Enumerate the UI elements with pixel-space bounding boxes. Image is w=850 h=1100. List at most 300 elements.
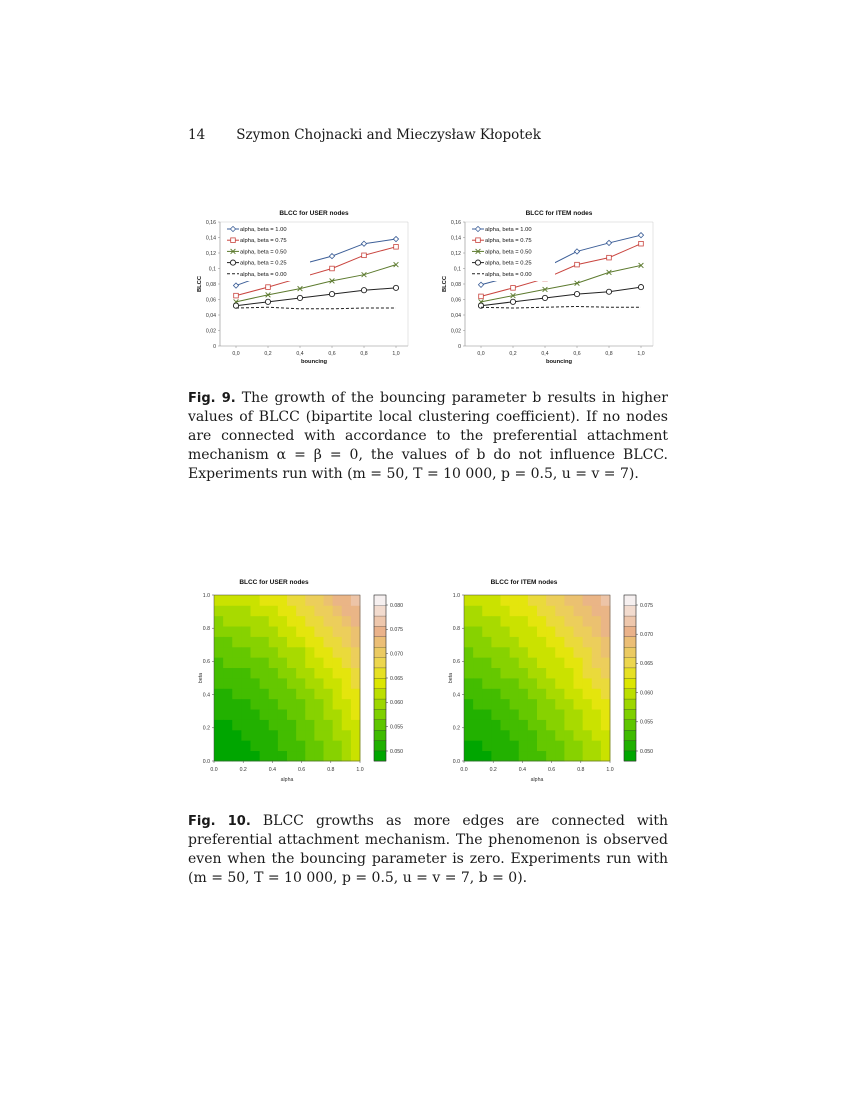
heatmap-cell <box>287 595 297 606</box>
x-tick-label: 1.0 <box>356 767 364 773</box>
circle-marker <box>638 285 643 290</box>
heatmap-cell <box>491 605 501 616</box>
series-circle <box>478 285 643 309</box>
heatmap-cell <box>510 688 520 699</box>
heatmap-cell <box>351 720 361 731</box>
heatmap-cell <box>251 616 261 627</box>
heatmap-cell <box>501 751 511 762</box>
heatmap-cell <box>296 751 306 762</box>
square-marker <box>575 262 580 267</box>
y-tick-label: 0,16 <box>450 219 461 226</box>
heatmap-cell <box>464 699 474 710</box>
heatmap-cell <box>251 740 261 751</box>
y-axis-label: beta <box>448 672 454 684</box>
colorbar-label: 0.075 <box>640 602 653 609</box>
heatmap-cell <box>482 626 492 637</box>
heatmap-cell <box>574 626 584 637</box>
running-title: Szymon Chojnacki and Mieczysław Kłopotek <box>236 127 541 143</box>
diamond-marker <box>606 240 611 245</box>
heatmap-grid <box>214 595 360 761</box>
colorbar-band <box>374 605 386 616</box>
heatmap-cell <box>278 720 288 731</box>
x-tick-label: 0,8 <box>360 351 368 357</box>
fig10-item-heatmap <box>446 574 671 796</box>
colorbar-band <box>624 709 636 720</box>
y-tick-label: 1.0 <box>202 592 210 599</box>
heatmap-cell <box>287 637 297 648</box>
heatmap-cell <box>296 637 306 648</box>
y-axis-label: beta <box>198 672 204 684</box>
heatmap-cell <box>214 688 224 699</box>
heatmap-cell <box>278 595 288 606</box>
heatmap-cell <box>287 668 297 679</box>
fig10-caption-text: BLCC growths as more edges are connected with preferential attachment mechanism. The phenomenon is observed even when the bouncing parameter is zero. Experiments run with (m = 50, T = 10 000, p = 0.5, u = v = 7, b = 0). <box>188 813 668 886</box>
heatmap-cell <box>546 678 556 689</box>
heatmap-cell <box>464 709 474 720</box>
colorbar-band <box>374 688 386 699</box>
heatmap-cell <box>241 626 251 637</box>
heatmap-cell <box>260 751 270 762</box>
heatmap-cell <box>592 751 602 762</box>
heatmap-cell <box>491 595 501 606</box>
heatmap-cell <box>251 605 261 616</box>
heatmap-cell <box>278 751 288 762</box>
heatmap-cell <box>287 709 297 720</box>
heatmap-cell <box>555 720 565 731</box>
heatmap-cell <box>482 637 492 648</box>
heatmap-cell <box>574 647 584 658</box>
x-axis-label: alpha <box>280 777 294 783</box>
fig9-caption-label: Fig. 9. <box>188 391 236 406</box>
heatmap-cell <box>287 605 297 616</box>
heatmap-cell <box>232 616 242 627</box>
heatmap-cell <box>473 730 483 741</box>
heatmap-cell <box>464 740 474 751</box>
heatmap-cell <box>287 751 297 762</box>
heatmap-cell <box>510 668 520 679</box>
heatmap-cell <box>482 595 492 606</box>
heatmap-cell <box>601 740 611 751</box>
heatmap-cell <box>601 730 611 741</box>
heatmap-cell <box>546 688 556 699</box>
heatmap-cell <box>296 720 306 731</box>
legend-entry: alpha, beta = 1.00 <box>240 227 287 233</box>
heatmap-cell <box>555 699 565 710</box>
heatmap-cell <box>473 688 483 699</box>
colorbar <box>624 595 653 761</box>
heatmap-cell <box>296 688 306 699</box>
heatmap-cell <box>574 637 584 648</box>
heatmap-cell <box>251 699 261 710</box>
heatmap-cell <box>546 730 556 741</box>
y-tick-label: 0.6 <box>452 659 460 666</box>
heatmap-cell <box>574 678 584 689</box>
heatmap-cell <box>251 595 261 606</box>
heatmap-cell <box>519 637 529 648</box>
heatmap-cell <box>473 740 483 751</box>
heatmap-cell <box>482 699 492 710</box>
heatmap-cell <box>464 678 474 689</box>
legend-entry: alpha, beta = 1.00 <box>485 227 532 233</box>
heatmap-cell <box>260 595 270 606</box>
square-marker <box>479 294 484 299</box>
heatmap-cell <box>214 699 224 710</box>
heatmap-cell <box>574 720 584 731</box>
heatmap-cell <box>342 668 352 679</box>
heatmap-cell <box>564 647 574 658</box>
heatmap-cell <box>351 740 361 751</box>
colorbar-band <box>374 657 386 668</box>
heatmap-cell <box>501 720 511 731</box>
heatmap-cell <box>592 668 602 679</box>
heatmap-cell <box>510 730 520 741</box>
heatmap-cell <box>528 668 538 679</box>
heatmap-cell <box>305 709 315 720</box>
heatmap-cell <box>491 626 501 637</box>
heatmap-cell <box>269 626 279 637</box>
heatmap-cell <box>510 720 520 731</box>
heatmap-cell <box>296 605 306 616</box>
heatmap-cell <box>537 699 547 710</box>
heatmap-cell <box>342 709 352 720</box>
heatmap-cell <box>482 730 492 741</box>
heatmap-cell <box>296 678 306 689</box>
colorbar-band <box>624 647 636 658</box>
colorbar-band <box>374 699 386 710</box>
colorbar-band <box>374 637 386 648</box>
y-tick-label: 0,04 <box>450 312 461 319</box>
heatmap-cell <box>314 699 324 710</box>
heatmap-cell <box>314 751 324 762</box>
heatmap-cell <box>592 699 602 710</box>
heatmap-cell <box>583 647 593 658</box>
heatmap-cell <box>251 730 261 741</box>
heatmap-cell <box>519 668 529 679</box>
heatmap-cell <box>564 626 574 637</box>
heatmap-cell <box>241 605 251 616</box>
heatmap-grid <box>464 595 610 761</box>
colorbar-band <box>374 720 386 731</box>
heatmap-cell <box>510 740 520 751</box>
heatmap-cell <box>278 668 288 679</box>
diamond-marker <box>638 233 643 238</box>
heatmap-cell <box>251 720 261 731</box>
y-tick-label: 0,12 <box>450 250 461 257</box>
heatmap-cell <box>528 616 538 627</box>
heatmap-cell <box>342 740 352 751</box>
heatmap-cell <box>546 595 556 606</box>
heatmap-cell <box>592 626 602 637</box>
heatmap-cell <box>214 616 224 627</box>
colorbar-band <box>624 751 636 762</box>
heatmap-cell <box>351 709 361 720</box>
heatmap-cell <box>223 720 233 731</box>
heatmap-cell <box>519 688 529 699</box>
heatmap-cell <box>314 688 324 699</box>
heatmap-cell <box>510 657 520 668</box>
heatmap-cell <box>555 751 565 762</box>
heatmap-cell <box>519 605 529 616</box>
y-tick-label: 0,08 <box>450 281 461 288</box>
heatmap-cell <box>223 678 233 689</box>
heatmap-cell <box>305 626 315 637</box>
heatmap-cell <box>574 688 584 699</box>
heatmap-cell <box>592 740 602 751</box>
colorbar-band <box>624 720 636 731</box>
heatmap-cell <box>482 751 492 762</box>
heatmap-cell <box>305 720 315 731</box>
y-tick-label: 0,14 <box>450 235 461 242</box>
y-tick-label: 0,08 <box>205 281 216 288</box>
heatmap-cell <box>305 647 315 658</box>
x-tick-label: 0,8 <box>605 351 613 357</box>
heatmap-cell <box>528 595 538 606</box>
heatmap-cell <box>555 626 565 637</box>
heatmap-cell <box>546 616 556 627</box>
heatmap-cell <box>482 605 492 616</box>
heatmap-cell <box>537 688 547 699</box>
heatmap-cell <box>519 720 529 731</box>
x-tick-label: 1,0 <box>392 351 400 357</box>
heatmap-cell <box>592 595 602 606</box>
heatmap-cell <box>501 657 511 668</box>
heatmap-cell <box>241 720 251 731</box>
heatmap-cell <box>342 605 352 616</box>
heatmap-cell <box>574 751 584 762</box>
heatmap-cell <box>564 668 574 679</box>
heatmap-cell <box>260 647 270 658</box>
heatmap-cell <box>601 637 611 648</box>
heatmap-cell <box>528 730 538 741</box>
heatmap-cell <box>564 730 574 741</box>
heatmap-cell <box>232 657 242 668</box>
heatmap-cell <box>491 647 501 658</box>
heatmap-user <box>196 574 416 796</box>
heatmap-cell <box>592 616 602 627</box>
diamond-marker <box>233 283 238 288</box>
heatmap-cell <box>324 605 334 616</box>
x-tick-label: 0.6 <box>547 767 556 773</box>
heatmap-cell <box>464 657 474 668</box>
heatmap-cell <box>601 751 611 762</box>
heatmap-cell <box>519 595 529 606</box>
heatmap-cell <box>232 699 242 710</box>
heatmap-cell <box>601 699 611 710</box>
diamond-marker <box>361 241 366 246</box>
heatmap-cell <box>241 740 251 751</box>
heatmap-cell <box>564 740 574 751</box>
series-line <box>481 306 641 308</box>
heatmap-cell <box>574 616 584 627</box>
heatmap-cell <box>583 678 593 689</box>
line-chart-user <box>196 206 418 368</box>
heatmap-cell <box>214 740 224 751</box>
colorbar-band <box>624 740 636 751</box>
heatmap-cell <box>305 616 315 627</box>
x-tick-label: 0.0 <box>210 767 218 773</box>
heatmap-cell <box>324 647 334 658</box>
heatmap-cell <box>501 688 511 699</box>
heatmap-cell <box>464 595 474 606</box>
heatmap-cell <box>287 740 297 751</box>
heatmap-cell <box>351 595 361 606</box>
series-none <box>236 307 396 309</box>
heatmap-cell <box>342 688 352 699</box>
heatmap-cell <box>223 657 233 668</box>
heatmap-cell <box>510 595 520 606</box>
heatmap-cell <box>482 616 492 627</box>
heatmap-cell <box>501 647 511 658</box>
heatmap-cell <box>501 740 511 751</box>
fig9-user-chart <box>196 206 418 368</box>
heatmap-cell <box>583 605 593 616</box>
colorbar-band <box>374 709 386 720</box>
heatmap-cell <box>491 637 501 648</box>
heatmap-cell <box>269 751 279 762</box>
heatmap-cell <box>510 605 520 616</box>
heatmap-cell <box>278 626 288 637</box>
heatmap-cell <box>574 730 584 741</box>
heatmap-cell <box>564 699 574 710</box>
heatmap-cell <box>528 720 538 731</box>
heatmap-cell <box>287 616 297 627</box>
heatmap-cell <box>351 699 361 710</box>
heatmap-cell <box>251 709 261 720</box>
heatmap-cell <box>473 605 483 616</box>
y-tick-label: 0,14 <box>205 235 216 242</box>
heatmap-cell <box>287 688 297 699</box>
fig9-caption-text: The growth of the bouncing parameter b results in higher values of BLCC (bipartite local clustering coefficient). If no nodes are connected with accordance to the preferential attachment mechanism α = β = 0, the values of b do not influence BLCC. Experiments run with (m = 50, T = 10 000, p = 0.5, u = v = 7). <box>188 390 668 482</box>
heatmap-cell <box>464 626 474 637</box>
colorbar-label: 0.055 <box>640 719 653 726</box>
heatmap-cell <box>260 668 270 679</box>
heatmap-cell <box>333 730 343 741</box>
heatmap-cell <box>464 730 474 741</box>
heatmap-cell <box>214 605 224 616</box>
x-tick-label: 0,4 <box>541 351 549 357</box>
heatmap-cell <box>269 668 279 679</box>
colorbar-band <box>374 595 386 606</box>
colorbar-band <box>624 637 636 648</box>
heatmap-cell <box>537 605 547 616</box>
heatmap-cell <box>324 709 334 720</box>
heatmap-cell <box>592 730 602 741</box>
y-tick-label: 0,1 <box>453 266 461 273</box>
heatmap-cell <box>564 709 574 720</box>
x-tick-label: 0.4 <box>268 767 277 773</box>
heatmap-cell <box>501 595 511 606</box>
heatmap-cell <box>528 647 538 658</box>
colorbar-band <box>624 657 636 668</box>
heatmap-cell <box>278 637 288 648</box>
y-tick-label: 0 <box>213 343 216 350</box>
heatmap-cell <box>537 678 547 689</box>
heatmap-cell <box>537 720 547 731</box>
square-marker <box>511 286 516 291</box>
circle-marker <box>606 289 611 294</box>
heatmap-cell <box>314 709 324 720</box>
heatmap-cell <box>583 699 593 710</box>
heatmap-cell <box>574 668 584 679</box>
heatmap-cell <box>232 740 242 751</box>
square-marker <box>330 266 335 271</box>
heatmap-cell <box>232 626 242 637</box>
colorbar-label: 0.050 <box>640 748 653 755</box>
heatmap-cell <box>564 720 574 731</box>
heatmap-cell <box>564 678 574 689</box>
heatmap-cell <box>278 678 288 689</box>
heatmap-cell <box>473 678 483 689</box>
heatmap-cell <box>592 637 602 648</box>
y-tick-label: 0.0 <box>202 758 210 765</box>
heatmap-cell <box>223 626 233 637</box>
colorbar-label: 0.065 <box>640 661 653 668</box>
heatmap-cell <box>287 647 297 658</box>
heatmap-cell <box>314 595 324 606</box>
heatmap-cell <box>241 709 251 720</box>
legend-entry: alpha, beta = 0.25 <box>485 260 532 267</box>
heatmap-cell <box>223 730 233 741</box>
heatmap-cell <box>464 605 474 616</box>
heatmap-cell <box>351 668 361 679</box>
heatmap-cell <box>351 637 361 648</box>
heatmap-cell <box>278 688 288 699</box>
heatmap-cell <box>296 709 306 720</box>
square-marker <box>476 238 481 243</box>
colorbar-band <box>624 699 636 710</box>
heatmap-cell <box>528 688 538 699</box>
heatmap-cell <box>314 740 324 751</box>
heatmap-cell <box>564 605 574 616</box>
colorbar-label: 0.080 <box>390 602 403 609</box>
heatmap-cell <box>296 647 306 658</box>
heatmap-cell <box>278 657 288 668</box>
heatmap-cell <box>501 605 511 616</box>
heatmap-cell <box>305 688 315 699</box>
x-tick-label: 0,6 <box>328 351 336 357</box>
heatmap-cell <box>296 740 306 751</box>
heatmap-cell <box>473 657 483 668</box>
legend-entry: alpha, beta = 0.50 <box>485 249 532 256</box>
heatmap-cell <box>296 616 306 627</box>
heatmap-cell <box>314 626 324 637</box>
heatmap-cell <box>528 699 538 710</box>
heatmap-cell <box>296 626 306 637</box>
heatmap-cell <box>333 595 343 606</box>
heatmap-cell <box>601 688 611 699</box>
heatmap-cell <box>473 616 483 627</box>
heatmap-cell <box>583 730 593 741</box>
heatmap-cell <box>241 637 251 648</box>
circle-marker <box>265 299 270 304</box>
heatmap-cell <box>305 595 315 606</box>
heatmap-cell <box>473 595 483 606</box>
y-tick-label: 0,02 <box>450 328 461 335</box>
heatmap-cell <box>314 637 324 648</box>
heatmap-cell <box>333 678 343 689</box>
heatmap-cell <box>269 709 279 720</box>
heatmap-cell <box>214 751 224 762</box>
heatmap-cell <box>583 626 593 637</box>
heatmap-cell <box>601 647 611 658</box>
x-tick-label: 1,0 <box>637 351 645 357</box>
heatmap-cell <box>223 637 233 648</box>
y-tick-label: 0.2 <box>202 725 210 732</box>
heatmap-cell <box>232 688 242 699</box>
heatmap-cell <box>333 720 343 731</box>
heatmap-cell <box>546 740 556 751</box>
heatmap-cell <box>583 740 593 751</box>
